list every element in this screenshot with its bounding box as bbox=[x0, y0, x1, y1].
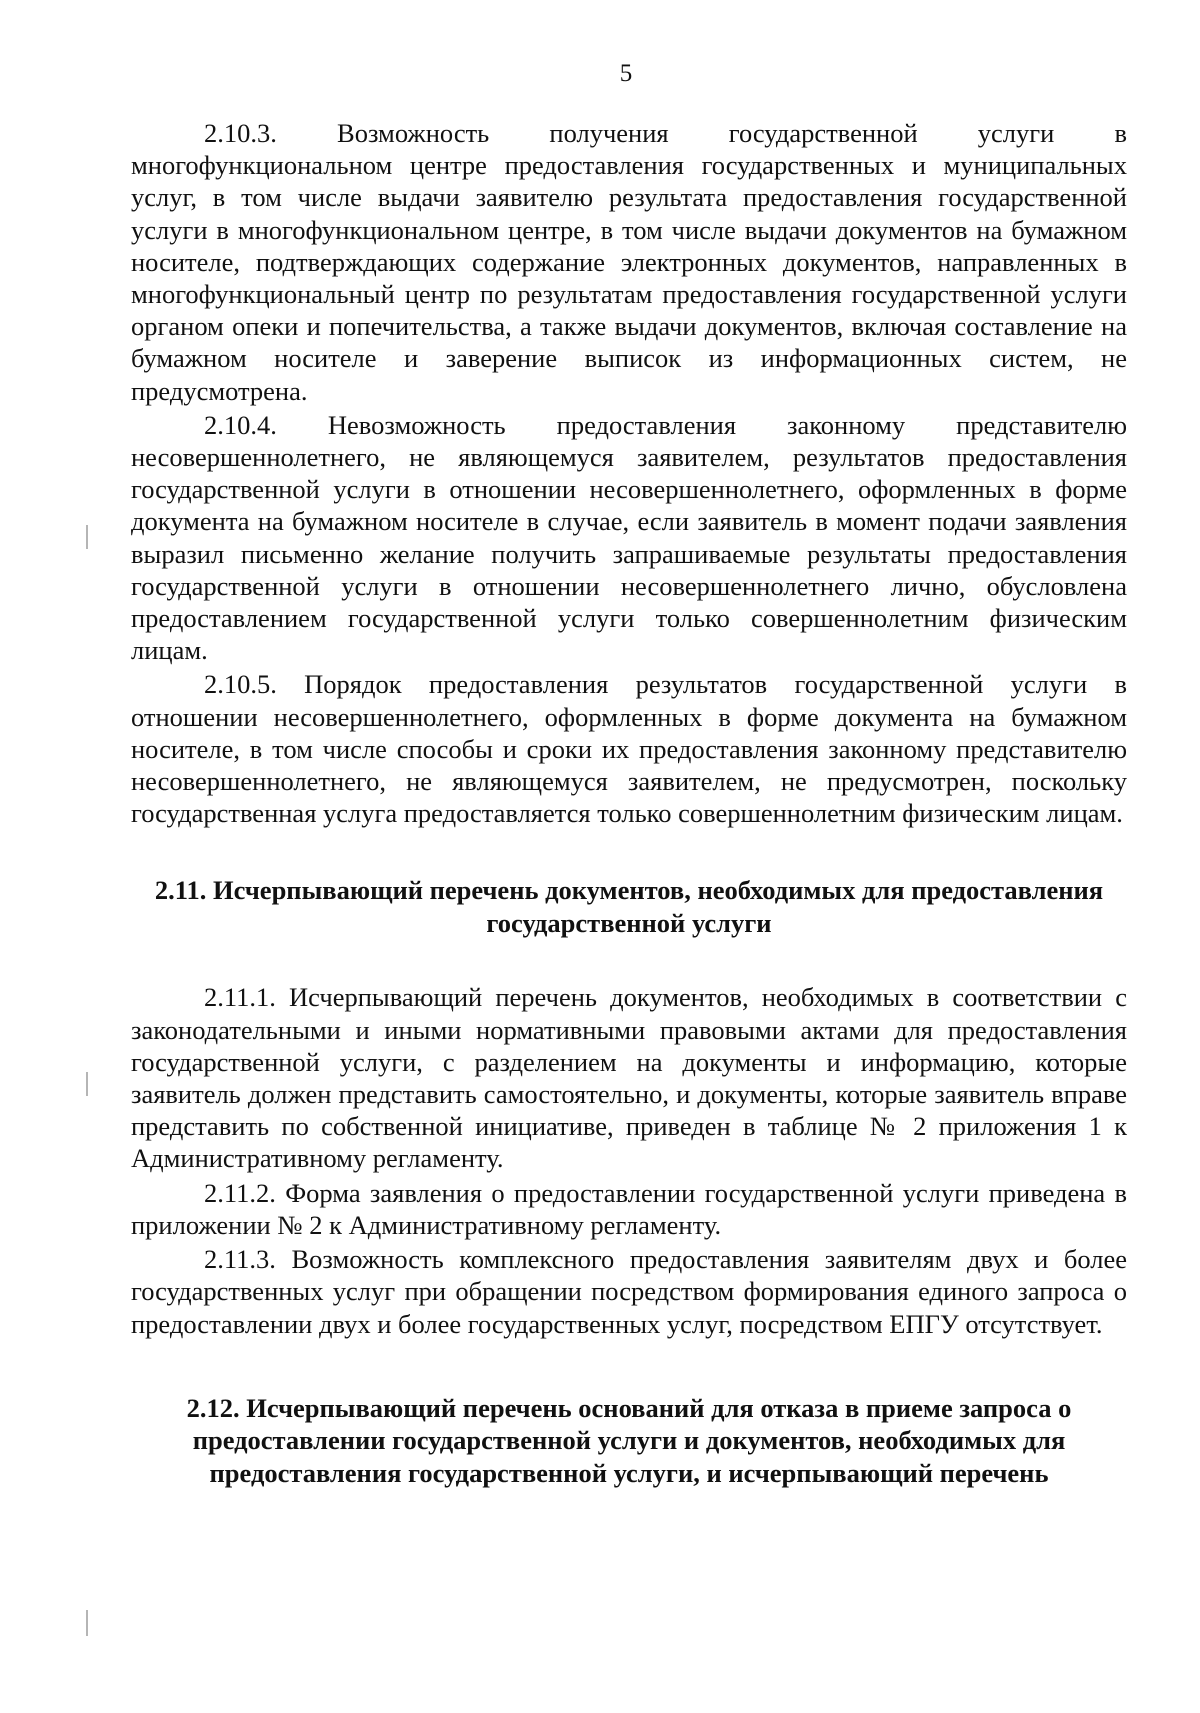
heading-2-11: 2.11. Исчерпывающий перечень документов, необходимых для предоставления государственной услуги bbox=[154, 875, 1104, 938]
page-number: 5 bbox=[619, 60, 633, 87]
heading-2-12: 2.12. Исчерпывающий перечень оснований для отказа в приеме запроса о предоставлении государственной услуги и документов, необходимых для предоставления государственной услуги, и исчерпывающий перечень bbox=[186, 1392, 1072, 1488]
paragraph-2-10-4: 2.10.4. Невозможность предоставления законному представителю несовершеннолетнего, не являющемуся заявителем, результатов предоставления государственной услуги в отношении несовершеннолетнего, оформленных в форме документа на бумажном носителе в случае, если заявитель в момент подачи заявления выразил письменно желание получить запрашиваемые результаты предоставления государственной услуги в отношении несовершеннолетнего лично, обусловлена предоставлением государственной услуги только совершеннолетним физическим лицам. bbox=[131, 409, 1127, 666]
margin-mark bbox=[86, 1610, 88, 1636]
margin-mark bbox=[86, 525, 88, 549]
paragraph-2-11-2: 2.11.2. Форма заявления о предоставлении государственной услуги приведена в приложении № 2 к Административному регламенту. bbox=[131, 1177, 1127, 1240]
paragraph-2-10-3: 2.10.3. Возможность получения государственной услуги в многофункциональном центре предоставления государственных и муниципальных услуг, в том числе выдачи заявителю результата предоставления государственной услуги в многофункциональном центре, в том числе выдачи документов на бумажном носителе, подтверждающих содержание электронных документов, направленных в многофункциональный центр по результатам предоставления государственной услуги органом опеки и попечительства, а также выдачи документов, включая составление на бумажном носителе и заверение выписок из информационных систем, не предусмотрена. bbox=[131, 118, 1127, 406]
paragraph-2-11-1: 2.11.1. Исчерпывающий перечень документов, необходимых в соответствии с законодательными и иными нормативными правовыми актами для предоставления государственной услуги, с разделением на документы и информацию, которые заявитель должен представить самостоятельно, и документы, которые заявитель вправе представить по собственной инициативе, приведен в таблице № 2 приложения 1 к Административному регламенту. bbox=[131, 982, 1127, 1174]
paragraph-2-11-3: 2.11.3. Возможность комплексного предоставления заявителям двух и более государственных услуг при обращении посредством формирования единого запроса о предоставлении двух и более государственных услуг, посредством ЕПГУ отсутствует. bbox=[131, 1244, 1127, 1339]
margin-mark bbox=[86, 1072, 88, 1096]
paragraph-2-10-5: 2.10.5. Порядок предоставления результатов государственной услуги в отношении несовершеннолетнего, оформленных в форме документа на бумажном носителе, в том числе способы и сроки их предоставления законному представителю несовершеннолетнего, не являющемуся заявителем, не предусмотрен, поскольку государственная услуга предоставляется только совершеннолетним физическим лицам. bbox=[131, 669, 1127, 829]
document-body bbox=[131, 117, 1127, 1489]
